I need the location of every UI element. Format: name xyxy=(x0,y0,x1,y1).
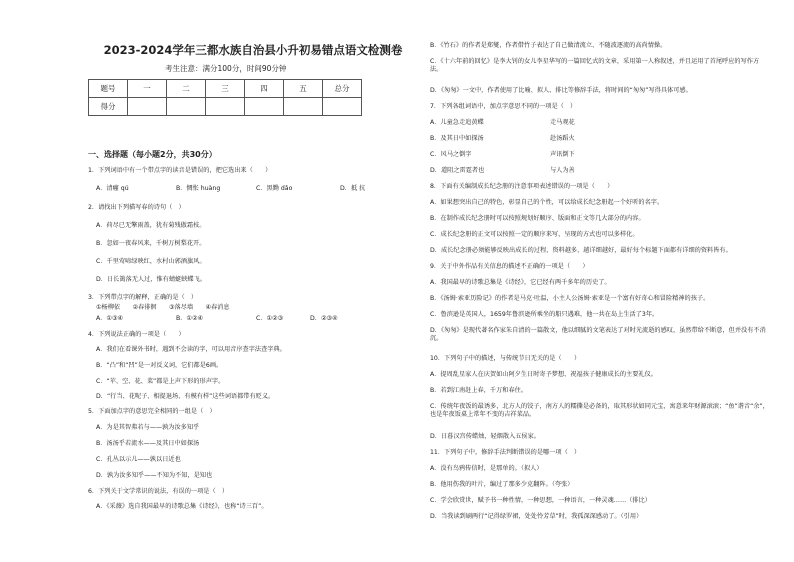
q7-option-pair: 走马观花 xyxy=(550,119,575,126)
q2-option: A．荷尽已无擎雨盖，犹有菊残傲霜枝。 xyxy=(96,222,206,229)
score-cell xyxy=(128,98,167,116)
q10-option: A．提周乱星家人在庆贺如山阿夕生日时寄予梦想、祝福孩子健康成长的主要礼仪。 xyxy=(430,371,657,378)
q7-option-pair: 声讯倒下 xyxy=(550,151,575,158)
exam-notice: 考生注意：满分100分，时间90分钟 xyxy=(165,64,287,73)
q9-option: C．鲁滨逊是英国人，1659年鲁滨逊所乘坐的船只遇难，他一共在岛上生活了3年。 xyxy=(430,311,659,318)
question-9: 9．关于中外作品有关信息的描述不正确的一项是（ ） xyxy=(430,263,589,270)
q6-option: C．《十六年前的回忆》是李大钊的女儿李星华写的一篇回忆式的文章，采用第一人称叙述，并且运用了首尾呼应的写作方法。 xyxy=(430,58,760,73)
q1-option: B．惆怅 huàng xyxy=(176,185,221,192)
score-header-cell: 一 xyxy=(128,80,167,98)
score-header-cell: 二 xyxy=(167,80,206,98)
score-header-cell: 四 xyxy=(245,80,284,98)
q9-option: D．《匆匆》是现代著名作家朱自清的一篇散文，他以细腻的文笔表达了对时光流逝的感叹，虽然带给不断意，但并没有不消沉。 xyxy=(430,327,766,342)
score-header-cell: 五 xyxy=(284,80,323,98)
score-header-cell: 题号 xyxy=(89,80,128,98)
question-6: 6．下列关于文学常识的说法，有误的一项是（ ） xyxy=(88,488,229,495)
q6-option: B．《竹石》的作者是郑燮，作者借竹子表达了自己做清流立、不随波逐流的高尚情操。 xyxy=(430,42,667,49)
q4-option: A．我们在看课外书时，遇到不会读的字，可以用音序查字法查字典。 xyxy=(96,346,286,353)
score-header-cell: 三 xyxy=(206,80,245,98)
score-table-score-row xyxy=(89,98,362,116)
q2-option: B．忽如一夜春风来，千树万树梨花开。 xyxy=(96,240,206,247)
score-cell xyxy=(206,98,245,116)
question-2: 2．请找出下列描写春的诗句（ ） xyxy=(88,204,185,211)
page-title: 2023-2024学年三都水族自治县小升初易错点语文检测卷 xyxy=(103,43,403,57)
q8-option: B．在制作成长纪念册时可以按照规划好顺序、版面和正文等几大部分的内容。 xyxy=(430,215,645,222)
question-4: 4．下列说法正确的一项是（ ） xyxy=(88,331,185,338)
score-table xyxy=(88,79,362,116)
q4-option: B．“凸”和“凹”是一对反义词，它们都是6画。 xyxy=(96,362,223,369)
question-3: 3．下列带点字的解释，正确的是（ ） xyxy=(88,294,198,301)
score-cell xyxy=(323,98,362,116)
q4-option: D．“行当、花呢子、相提退场、有模有样”这些词语都带有贬义。 xyxy=(96,393,275,400)
q9-option: B．《汤姆·索亚历险记》的作者是马克·吐温，小主人公汤姆·索亚是一个富有好奇心和冒险精神的孩子。 xyxy=(430,295,710,302)
score-table-header-row xyxy=(89,80,362,98)
q11-option: B．他用伤我的叶片，编过了那多少克翻阵。（夸张） xyxy=(430,481,574,488)
q11-option: C．学会欣赏世，赋予书一种性情，一种思想，一种语言，一种灵魂……（排比） xyxy=(430,497,651,504)
q11-option: A．没有鸟鸦传信时，是那单的。（拟人） xyxy=(430,465,543,472)
q1-option: D．抵 抗 xyxy=(340,185,366,192)
q7-option: C．风马之倒字 xyxy=(430,151,472,158)
q1-option: A．清癯 qú xyxy=(96,185,129,192)
q7-option: B．及其日中如探汤 xyxy=(430,135,484,142)
q5-option: B．汤汤乎若流水——及其日中如探汤 xyxy=(96,440,200,447)
q3-items: ①杨柳依 ②春徘徊 ③落尽墙 ④春消息 xyxy=(96,304,230,311)
question-1: 1．下列词语中有一个带点字的读音是错误的，把它选出来（ ） xyxy=(88,167,272,174)
q3-option: A．①③④ xyxy=(96,315,124,322)
q8-option: D．成长纪念册必须能够反映出成长的过程，资料越多、越详细越好，最好每个标题下面都有详细的资料皆有。 xyxy=(430,247,732,254)
question-7: 7．下列各组词语中，加点字意思不同的一项是（ ） xyxy=(430,103,577,110)
q7-option: D．道阻之雷霆者也 xyxy=(430,167,485,174)
q10-option: C．传统年夜饭的最诱多，北方人的饺子，南方人的糯撕是必备的，取其形状如同元宝，寓意来年财源滚滚；“鱼”谐音“余”，也是年夜饭桌上常年不变的吉祥菜品。 xyxy=(430,403,769,418)
section-heading: 一、选择题（每小题2分，共30分） xyxy=(88,150,217,159)
q11-option: D．当我读到刷两行“记得绿罗裙，处处怜芳草”时，我孤深深感动了。（引用） xyxy=(430,513,643,520)
q10-option: B．若到江南赶上春，千万和春住。 xyxy=(430,387,528,394)
q9-option: A．我国最早的诗歌总集是《诗经》，它已经有两千多年的历史了。 xyxy=(430,279,611,286)
question-8: 8．下面有关编制成长纪念册的注意事项表述错误的一项是（ ） xyxy=(430,183,614,190)
q2-option: C．千里莺啼绿映红，水村山郭酒旗风。 xyxy=(96,258,206,265)
q7-option: A．儿童急走追黄蝶 xyxy=(430,119,484,126)
q3-option: B．①②④ xyxy=(176,315,204,322)
q5-option: A．为是其智弗若与——孰为汝多知乎 xyxy=(96,424,200,431)
score-cell xyxy=(167,98,206,116)
q7-option-pair: 赴汤蹈火 xyxy=(550,135,575,142)
score-cell xyxy=(284,98,323,116)
q3-option: C．①②③ xyxy=(256,315,284,322)
question-10: 10．下列句子中的描述，与传统节日无关的是（ ） xyxy=(430,355,581,362)
q5-option: D．孰为汝多知乎——不知为不知，是知也 xyxy=(96,472,213,479)
score-row-label: 得分 xyxy=(89,98,128,116)
score-header-cell: 总分 xyxy=(323,80,362,98)
q8-option: A．如果想突出自己的特色，彰显自己的个性，可以给成长纪念册起一个好听的名字。 xyxy=(430,199,664,206)
q5-option: C．孔丛以示儿——孰以日近也 xyxy=(96,456,181,463)
q6-option: D．《匆匆》一文中，作者使用了比喻、拟人、排比等修辞手法，将时间的“匆匆”写得具体可感。 xyxy=(430,87,692,94)
q2-option: D．日长篱落无人过，惟有蜻蜓蛱蝶飞。 xyxy=(96,276,206,283)
q7-option-pair: 与人为善 xyxy=(550,167,575,174)
q4-option: C．“苹、空、花、菜”都是上声下形的形声字。 xyxy=(96,378,225,385)
q6-option: A．《采薇》选自我国最早的诗歌总集《诗经》，也称“诗三百”。 xyxy=(96,503,268,510)
score-cell xyxy=(245,98,284,116)
question-11: 11．下列句子中，修辞手法判断错误的是哪一项（ ） xyxy=(430,449,581,456)
q8-option: C．成长纪念册的正文可以按照一定的顺序来写，呈现的方式也可以多样化。 xyxy=(430,231,639,238)
q1-option: C．黑黝 dǎo xyxy=(256,185,293,192)
q3-option: D．②③④ xyxy=(310,315,338,322)
question-5: 5．下面加点字的意思完全相同的一组是（ ） xyxy=(88,408,216,415)
q10-option: D．日暮汉宫传蜡烛，轻烟散入五侯家。 xyxy=(430,433,540,440)
